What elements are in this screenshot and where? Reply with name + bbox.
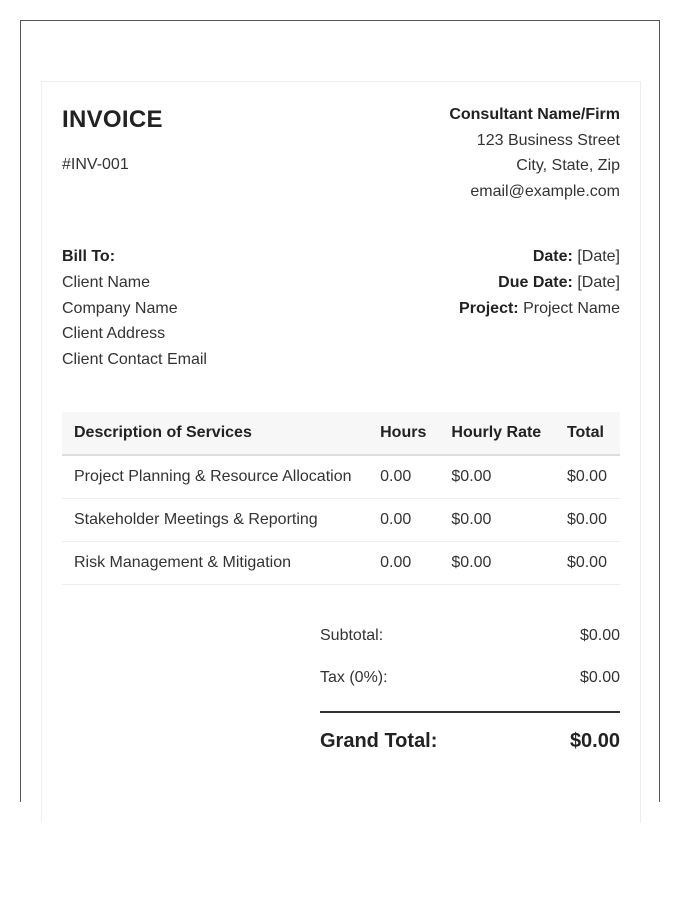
cell-description: Risk Management & Mitigation — [62, 542, 368, 585]
table-header-row — [62, 412, 620, 455]
client-name: Client Name — [62, 273, 151, 291]
company-name: Company Name — [62, 299, 178, 317]
invoice-heading — [62, 102, 163, 174]
consultant-name: Consultant Name/Firm — [449, 106, 620, 123]
cell-hours: 0.00 — [368, 542, 439, 585]
subtotal-label: Subtotal: — [320, 627, 384, 645]
bill-to-label: Bill To: — [62, 248, 116, 266]
tax-label: Tax (0%): — [320, 669, 388, 687]
subtotal-row — [320, 615, 620, 657]
client-address: Client Address — [62, 325, 166, 343]
table-row — [62, 542, 620, 585]
column-header-description: Description of Services — [62, 412, 368, 455]
due-date-value: [Date] — [577, 273, 620, 291]
date-value: [Date] — [577, 248, 620, 266]
consultant-email: email@example.com — [470, 182, 620, 200]
tax-value: $0.00 — [579, 669, 620, 687]
cell-rate: $0.00 — [439, 455, 555, 499]
consultant-info — [449, 102, 620, 204]
billing-section — [62, 244, 620, 372]
project-value: Project Name — [523, 299, 620, 317]
bill-to — [62, 244, 207, 372]
cell-total: $0.00 — [555, 542, 620, 585]
cell-hours: 0.00 — [368, 455, 439, 499]
subtotal-value: $0.00 — [579, 627, 620, 645]
due-date-label: Due Date: — [498, 273, 573, 291]
due-date-row — [459, 270, 620, 296]
date-row — [459, 244, 620, 270]
invoice-meta — [459, 244, 620, 372]
invoice-title: INVOICE — [62, 106, 163, 133]
table-row — [62, 455, 620, 499]
column-header-total: Total — [555, 412, 620, 455]
invoice-card — [41, 81, 641, 823]
tax-row — [320, 657, 620, 699]
project-row — [459, 296, 620, 322]
client-email: Client Contact Email — [62, 350, 207, 368]
cell-total: $0.00 — [555, 455, 620, 499]
services-table — [62, 412, 620, 585]
cell-total: $0.00 — [555, 499, 620, 542]
cell-description: Project Planning & Resource Allocation — [62, 455, 368, 499]
cell-rate: $0.00 — [439, 542, 555, 585]
column-header-rate: Hourly Rate — [439, 412, 555, 455]
cell-rate: $0.00 — [439, 499, 555, 542]
date-label: Date: — [532, 248, 573, 266]
consultant-city: City, State, Zip — [516, 157, 620, 175]
invoice-header — [62, 102, 620, 204]
grand-total-label: Grand Total: — [320, 730, 438, 753]
column-header-hours: Hours — [368, 412, 439, 455]
cell-hours: 0.00 — [368, 499, 439, 542]
grand-total-value: $0.00 — [569, 730, 620, 753]
page-frame — [20, 20, 660, 802]
totals-section — [320, 615, 620, 761]
project-label: Project: — [459, 299, 519, 317]
table-row — [62, 499, 620, 542]
grand-total-row — [320, 711, 620, 761]
cell-description: Stakeholder Meetings & Reporting — [62, 499, 368, 542]
invoice-number: #INV-001 — [62, 156, 129, 173]
consultant-street: 123 Business Street — [476, 131, 620, 149]
